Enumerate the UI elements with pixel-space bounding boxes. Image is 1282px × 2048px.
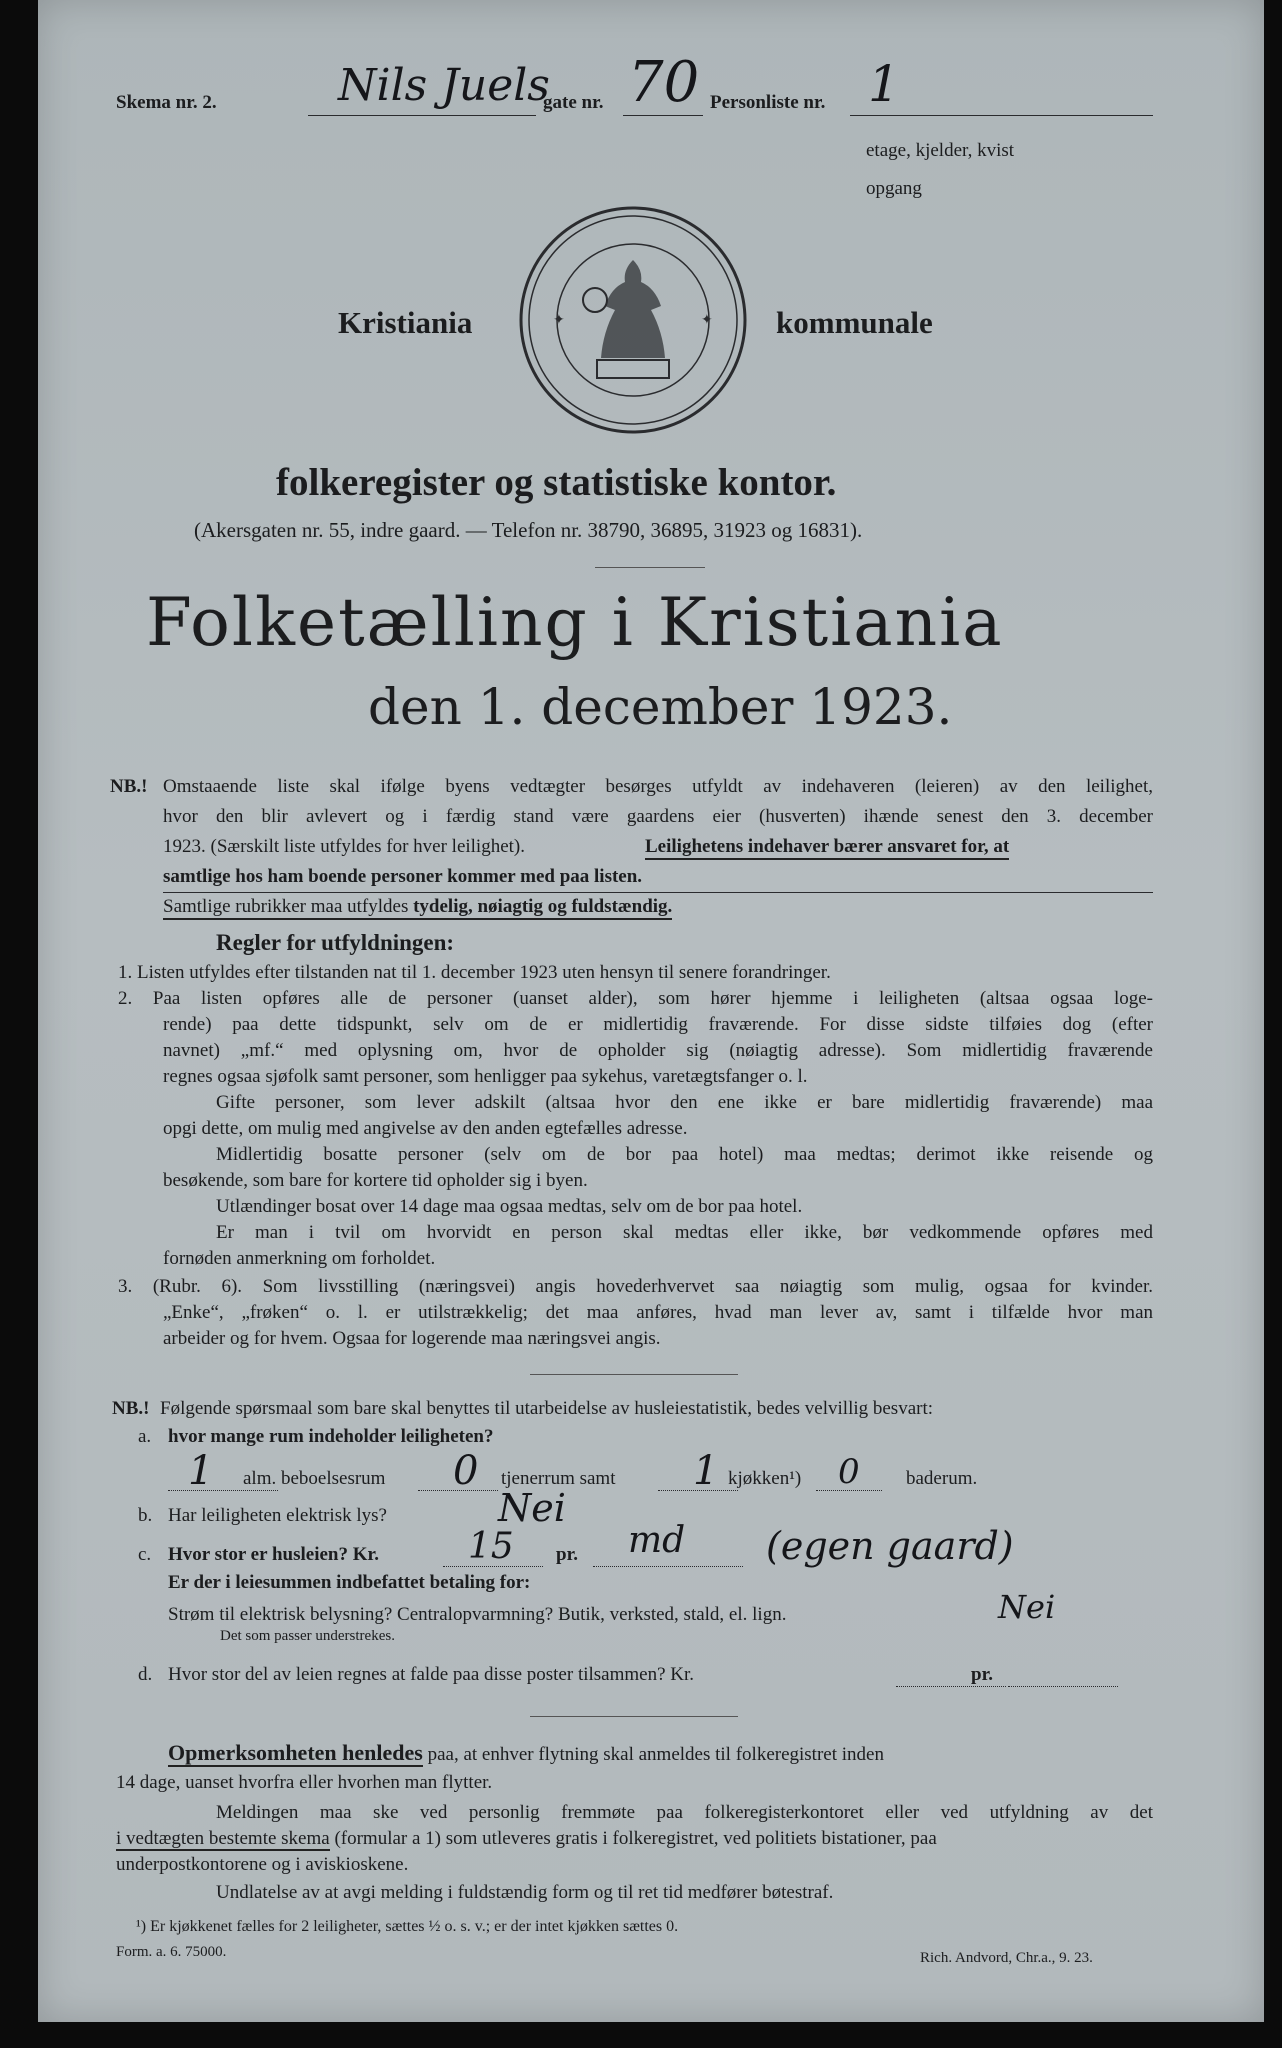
notice-line4a: i vedtægten bestemte skema (116, 1828, 330, 1849)
q-d-question: Hvor stor del av leien regnes at falde paa disse poster tilsammen? Kr. (168, 1664, 695, 1685)
form-title: Folketælling i Kristiania (146, 584, 1004, 661)
printer-credit: Rich. Andvord, Chr.a., 9. 23. (920, 1950, 1093, 1966)
rent-amount: 15 (468, 1526, 514, 1567)
rules-heading: Regler for utfyldningen: (216, 930, 455, 955)
nb1-line5 (163, 896, 672, 920)
rule-line: besøkende, som bare for kortere tid opholder sig i byen. (163, 1170, 588, 1191)
street-handwritten: Nils Juels (338, 60, 550, 111)
rent-period: md (628, 1520, 686, 1561)
underline-note: Det som passer understrekes. (220, 1628, 395, 1644)
nb1-line5b: tydelig, nøiagtig og fuldstændig. (413, 896, 673, 917)
nb1-label: NB.! (110, 776, 148, 797)
opgang-label: opgang (866, 178, 922, 199)
svg-text:✦: ✦ (553, 312, 565, 328)
notice-line4b: (formular a 1) som utleveres gratis i folkeregistret, ved politiets bistationer, paa (329, 1828, 937, 1849)
notice-line6: Undlatelse av at avgi melding i fuldstændig form og til ret tid medfører bøtestraf. (216, 1882, 834, 1903)
rule-line: regnes ogsaa sjøfolk samt personer, som henligger paa sykehus, varetægtsfanger o. l. (163, 1066, 808, 1087)
form-date: den 1. december 1923. (368, 678, 953, 736)
gate-number-handwritten: 70 (628, 50, 700, 115)
notice-line1 (168, 1740, 884, 1766)
nb1-line5a: Samtlige rubrikker maa utfyldes (163, 896, 414, 917)
personliste-label: Personliste nr. (710, 92, 826, 113)
nb1-line1: Omstaaende liste skal ifølge byens vedtægter besørges utfyldt av indehaveren (leieren) av den leilighet, (163, 776, 1153, 797)
rule-line: rende) paa dette tidspunkt, selv om de er midlertidig fraværende. For disse sidste tilføies dog (efter (163, 1014, 1153, 1035)
form-number: Form. a. 6. 75000. (116, 1944, 227, 1960)
rule-line: Midlertidig bosatte personer (selv om de bor paa hotel) maa medtas; derimot ikke reisende og (216, 1144, 1153, 1165)
notice-line5: underpostkontorene og i aviskioskene. (116, 1854, 409, 1875)
rule-line: opgi dette, om mulig med angivelse av den anden egtefælles adresse. (163, 1118, 688, 1139)
kitchen-value: 1 (693, 1448, 719, 1494)
rule-line: 1. Listen utfyldes efter tilstanden nat til 1. december 1923 uten hensyn til senere forandringer. (118, 962, 831, 983)
q-d-per-label: pr. (971, 1664, 994, 1685)
included-answer: Nei (998, 1588, 1056, 1626)
notice-line3: Meldingen maa ske ved personlig fremmøte paa folkeregisterkontoret eller ved utfyldning av det (216, 1802, 1153, 1823)
rule-line: Utlændinger bosat over 14 dage maa ogsaa medtas, selv om de bor paa hotel. (216, 1196, 803, 1217)
q-a-label: a. (138, 1426, 152, 1447)
q-b-question: Har leiligheten elektrisk lys? (168, 1505, 387, 1526)
gate-line (623, 115, 703, 116)
rule-line: arbeider og for hvem. Ogsaa for logerende maa næringsvei angis. (163, 1328, 661, 1349)
census-form-page (38, 0, 1264, 2022)
q-c-options: Strøm til elektrisk belysning? Centralopvarmning? Butik, verksted, stald, el. lign. (168, 1604, 787, 1625)
q-c-question: Hvor stor er husleien? Kr. (168, 1544, 379, 1565)
skema-number: Skema nr. 2. (116, 92, 217, 113)
notice-line2: 14 dage, uanset hvorfra eller hvorhen man flytter. (116, 1772, 493, 1793)
personliste-handwritten: 1 (868, 55, 900, 113)
bathroom-value: 0 (838, 1452, 860, 1492)
rule-line: „Enke“, „frøken“ o. l. er utilstrækkelig; det maa anføres, hvad man lever av, samt i tilfælde hvor man (163, 1302, 1153, 1323)
nb2-label: NB.! (112, 1398, 150, 1419)
street-line (308, 115, 536, 116)
rooms-value: 1 (188, 1448, 214, 1494)
rooms-label: alm. beboelsesrum (243, 1468, 386, 1489)
rule-line: 3. (Rubr. 6). Som livsstilling (næringsvei) angis hovederhvervet saa nøiagtig som mulig, ogsaa for kvinder. (118, 1276, 1153, 1297)
office-name: folkeregister og statistiske kontor. (276, 461, 837, 504)
rule-line: Gifte personer, som lever adskilt (altsaa hvor den ene ikke er bare midlertidig fraværende) maa (216, 1092, 1153, 1113)
gate-label: gate nr. (543, 92, 604, 113)
bathroom-label: baderum. (906, 1468, 978, 1489)
servant-rooms-label: tjenerrum samt (501, 1468, 616, 1489)
electric-light-answer: Nei (498, 1486, 566, 1530)
etage-label: etage, kjelder, kvist (866, 140, 1015, 161)
rule-line: navnet) „mf.“ med oplysning om, hvor de opholder sig (nøiagtig adresse). Som midlertidig fraværende (163, 1040, 1153, 1061)
nb1-line3a: 1923. (Særskilt liste utfyldes for hver leilighet). (163, 836, 526, 857)
rule-line: fornøden anmerkning om forholdet. (163, 1248, 436, 1269)
rent-per-label: pr. (556, 1544, 579, 1565)
footnote: ¹) Er kjøkkenet fælles for 2 leiligheter, sættes ½ o. s. v.; er der intet kjøkken sættes 0. (136, 1918, 679, 1935)
notice-head: Opmerksomheten henledes (168, 1740, 423, 1765)
svg-text:✦: ✦ (701, 312, 713, 328)
kristiania-seal (513, 200, 753, 440)
kitchen-label: kjøkken¹) (728, 1468, 802, 1489)
notice-line4 (116, 1828, 937, 1850)
rule-line: 2. Paa listen opføres alle de personer (uanset alder), som hører hjemme i leiligheten (altsaa ogsaa loge- (118, 988, 1153, 1009)
q-d-label: d. (138, 1664, 153, 1685)
q-c-label: c. (138, 1544, 152, 1565)
personliste-line (850, 115, 1153, 116)
servant-rooms-value: 0 (453, 1448, 479, 1494)
office-address: (Akersgaten nr. 55, indre gaard. — Telefon nr. 38790, 36895, 31923 og 16831). (194, 518, 863, 542)
rule-line: Er man i tvil om hvorvidt en person skal medtas eller ikke, bør vedkommende opføres med (216, 1222, 1153, 1243)
nb1-line3b: Leilighetens indehaver bærer ansvaret for, at (645, 836, 1009, 860)
notice-line1-rest: paa, at enhver flytning skal anmeldes til folkeregistret inden (422, 1744, 884, 1765)
rent-note: (egen gaard) (766, 1524, 1014, 1568)
q-b-label: b. (138, 1505, 153, 1526)
q-c-included-question: Er der i leiesummen indbefattet betaling for: (168, 1572, 531, 1593)
q-a-question: hvor mange rum indeholder leiligheten? (168, 1426, 494, 1447)
masthead-left: Kristiania (338, 305, 473, 340)
nb2-intro: Følgende spørsmaal som bare skal benyttes til utarbeidelse av husleiestatistik, bedes velvillig besvart: (160, 1398, 934, 1419)
nb1-line2: hvor den blir avlevert og i færdig stand være gaardens eier (husverten) ihænde senest den 3. december (163, 806, 1153, 827)
nb1-line4: samtlige hos ham boende personer kommer med paa listen. (163, 866, 643, 887)
masthead-right: kommunale (776, 305, 933, 340)
